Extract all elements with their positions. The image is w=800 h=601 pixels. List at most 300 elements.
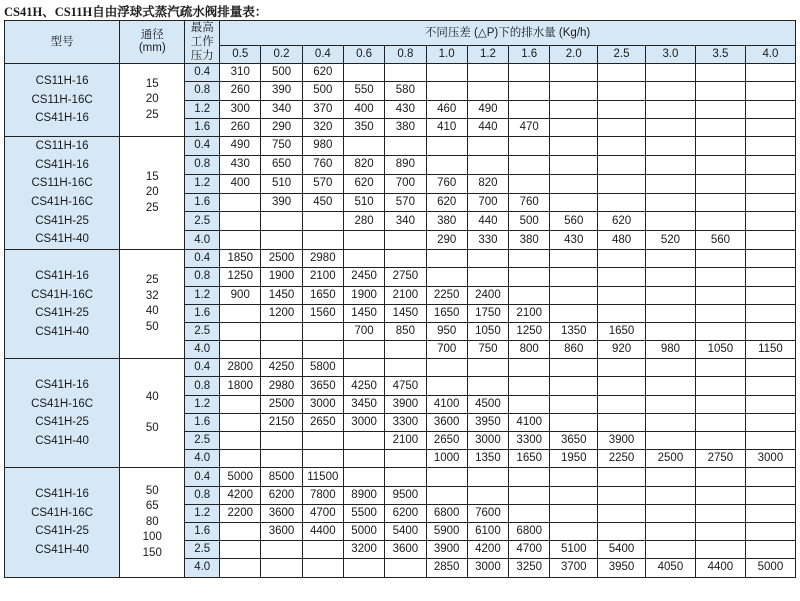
discharge-value [695,413,745,431]
model-name: CS41H-16C [31,288,94,301]
discharge-value [598,504,646,522]
table-row [5,468,796,486]
model-name: CS41H-16 [35,269,89,282]
model-cell [5,250,120,359]
discharge-value [343,468,384,486]
discharge-value: 6200 [261,486,302,504]
discharge-value: 510 [343,193,384,212]
discharge-value [509,82,550,100]
discharge-value [426,155,467,174]
discharge-value [550,304,598,322]
discharge-value: 5800 [302,359,343,377]
discharge-value [343,341,384,359]
bore-value: 50 [145,422,159,435]
diff-column-header: 3.0 [645,46,695,64]
discharge-value: 1800 [220,377,261,395]
discharge-value [343,136,384,155]
model-cell [5,136,120,249]
discharge-value [509,286,550,304]
bore-value: 25 [145,274,159,287]
pressure-cell: 2.5 [185,541,220,559]
discharge-value: 5000 [220,468,261,486]
pressure-cell: 1.6 [185,304,220,322]
model-name: CS11H-16C [31,177,93,190]
discharge-value [550,359,598,377]
discharge-value [426,268,467,286]
discharge-value [645,377,695,395]
discharge-value [302,432,343,450]
discharge-value: 620 [598,212,646,231]
discharge-value [695,212,745,231]
bore-value: 40 [145,305,159,318]
discharge-value: 700 [467,193,508,212]
model-name: CS41H-16 [35,488,89,501]
discharge-value [645,82,695,100]
pressure-cell: 2.5 [185,212,220,231]
discharge-value [220,541,261,559]
bore-value: 80 [145,515,159,528]
discharge-value: 320 [302,118,343,136]
discharge-value [695,486,745,504]
model-name: CS11H-16C [31,93,93,106]
discharge-value [343,231,384,250]
discharge-value: 1650 [509,450,550,468]
diff-column-header: 1.6 [509,46,550,64]
discharge-value [645,322,695,340]
discharge-value [509,377,550,395]
discharge-value [385,231,426,250]
model-name: CS41H-16 [35,112,89,125]
bore-value: 32 [145,289,159,302]
model-header: 型号 [5,21,120,64]
discharge-value: 760 [302,155,343,174]
discharge-value: 1050 [467,322,508,340]
discharge-value [598,174,646,193]
discharge-value: 570 [385,193,426,212]
discharge-value: 440 [467,212,508,231]
discharge-value [695,82,745,100]
discharge-value: 560 [695,231,745,250]
discharge-value [598,268,646,286]
pressure-cell: 0.8 [185,82,220,100]
discharge-value: 3600 [385,541,426,559]
discharge-value [302,450,343,468]
discharge-value [343,559,384,577]
bore-cell [120,250,185,359]
discharge-value [220,341,261,359]
discharge-value [220,432,261,450]
discharge-value [261,341,302,359]
discharge-value: 3950 [598,559,646,577]
diff-column-header: 2.0 [550,46,598,64]
discharge-value [550,395,598,413]
discharge-value [695,118,745,136]
discharge-value [509,64,550,82]
pressure-cell: 0.4 [185,250,220,268]
pressure-cell: 0.8 [185,155,220,174]
discharge-value [745,82,795,100]
discharge-value [550,504,598,522]
pressure-cell: 1.2 [185,395,220,413]
discharge-value [343,432,384,450]
discharge-value [695,136,745,155]
discharge-value: 500 [302,82,343,100]
discharge-value [550,268,598,286]
discharge-value: 1560 [302,304,343,322]
model-name: CS11H-16 [35,75,89,87]
discharge-value: 11500 [302,468,343,486]
discharge-value [509,250,550,268]
discharge-value [550,64,598,82]
discharge-value [695,268,745,286]
diff-column-header: 0.2 [261,46,302,64]
discharge-value: 2100 [302,268,343,286]
pressure-cell: 0.8 [185,377,220,395]
discharge-value [385,468,426,486]
discharge-value [261,231,302,250]
model-name: CS41H-16C [31,196,94,209]
discharge-value [509,468,550,486]
discharge-value: 380 [385,118,426,136]
discharge-value: 3900 [426,541,467,559]
diff-column-header: 2.5 [598,46,646,64]
pressure-diff-header: 不同压差 (△P)下的排水量 (Kg/h) [220,21,796,46]
pressure-cell: 4.0 [185,450,220,468]
discharge-value: 1450 [261,286,302,304]
discharge-value: 340 [385,212,426,231]
discharge-value: 2650 [302,413,343,431]
discharge-value: 1900 [261,268,302,286]
discharge-value [385,250,426,268]
discharge-value [302,559,343,577]
discharge-value [220,522,261,540]
discharge-value [509,136,550,155]
discharge-value [220,322,261,340]
discharge-value: 820 [343,155,384,174]
discharge-value [745,286,795,304]
discharge-value: 8500 [261,468,302,486]
discharge-value: 5400 [598,541,646,559]
discharge-value: 3000 [343,413,384,431]
discharge-value: 3950 [467,413,508,431]
discharge-value: 6100 [467,522,508,540]
bore-header-unit: (mm) [138,42,166,55]
discharge-value [426,359,467,377]
discharge-value [645,304,695,322]
discharge-value: 700 [426,341,467,359]
discharge-value [745,541,795,559]
discharge-value [550,82,598,100]
pressure-cell: 0.4 [185,136,220,155]
discharge-value [645,541,695,559]
discharge-value: 550 [343,82,384,100]
bore-header-line: 通径 [140,29,164,42]
discharge-value: 2500 [261,395,302,413]
pressure-cell: 1.2 [185,504,220,522]
discharge-value: 850 [385,322,426,340]
discharge-value: 310 [220,64,261,82]
discharge-value [550,250,598,268]
discharge-value [745,522,795,540]
discharge-value: 450 [302,193,343,212]
discharge-value [695,395,745,413]
diff-column-header: 3.5 [695,46,745,64]
discharge-value [467,155,508,174]
discharge-value [598,486,646,504]
discharge-value [302,212,343,231]
discharge-value: 2150 [261,413,302,431]
discharge-value [645,522,695,540]
discharge-value [302,231,343,250]
discharge-value [598,136,646,155]
bore-cell [120,64,185,137]
discharge-value: 820 [467,174,508,193]
discharge-value: 3700 [550,559,598,577]
bore-value: 15 [145,170,159,183]
discharge-value [598,193,646,212]
discharge-value [745,359,795,377]
discharge-value [598,395,646,413]
discharge-value [385,341,426,359]
discharge-value: 330 [467,231,508,250]
discharge-value: 390 [261,193,302,212]
discharge-value: 2750 [385,268,426,286]
pressure-cell: 4.0 [185,559,220,577]
discharge-value: 2250 [598,450,646,468]
discharge-value: 560 [550,212,598,231]
discharge-value [550,377,598,395]
discharge-value: 760 [426,174,467,193]
discharge-value [745,155,795,174]
discharge-value [645,504,695,522]
discharge-value [695,377,745,395]
discharge-value: 410 [426,118,467,136]
discharge-value: 1900 [343,286,384,304]
discharge-value [745,322,795,340]
discharge-value [509,359,550,377]
discharge-value: 1250 [509,322,550,340]
discharge-value: 4250 [261,359,302,377]
pressure-cell: 1.6 [185,118,220,136]
discharge-value: 2250 [426,286,467,304]
discharge-value: 480 [598,231,646,250]
discharge-value: 3650 [302,377,343,395]
discharge-value [745,231,795,250]
discharge-value: 290 [261,118,302,136]
bore-cell [120,468,185,577]
discharge-value [220,395,261,413]
discharge-value: 1000 [426,450,467,468]
discharge-value: 950 [426,322,467,340]
discharge-value [645,193,695,212]
discharge-value: 4200 [220,486,261,504]
discharge-value: 5500 [343,504,384,522]
discharge-value [550,468,598,486]
discharge-value [509,268,550,286]
discharge-value: 2500 [261,250,302,268]
model-name: CS41H-16 [35,378,89,391]
discharge-value [745,118,795,136]
discharge-value: 470 [509,118,550,136]
discharge-value: 4400 [695,559,745,577]
bore-value: 15 [145,77,159,90]
discharge-value: 4100 [426,395,467,413]
discharge-value [220,413,261,431]
discharge-value: 4100 [509,413,550,431]
discharge-value: 2980 [261,377,302,395]
discharge-value [261,212,302,231]
pressure-cell: 1.2 [185,174,220,193]
discharge-value: 290 [426,231,467,250]
discharge-value: 800 [509,341,550,359]
bore-value: 100 [142,531,162,544]
discharge-value: 1650 [426,304,467,322]
discharge-value: 860 [550,341,598,359]
discharge-value [745,193,795,212]
discharge-value: 3000 [467,559,508,577]
model-name: CS41H-25 [35,416,89,429]
model-name: CS41H-40 [35,544,89,557]
discharge-value: 1450 [385,304,426,322]
discharge-value [343,359,384,377]
discharge-value [745,174,795,193]
discharge-value [426,377,467,395]
table-row [5,64,796,82]
discharge-value [550,118,598,136]
pressure-cell: 1.6 [185,413,220,431]
discharge-value [598,304,646,322]
discharge-value: 1750 [467,304,508,322]
discharge-value: 760 [509,193,550,212]
discharge-value: 4250 [343,377,384,395]
discharge-value: 510 [261,174,302,193]
discharge-value: 4200 [467,541,508,559]
discharge-value [695,359,745,377]
discharge-value: 520 [645,231,695,250]
discharge-value [645,64,695,82]
discharge-value: 3000 [467,432,508,450]
discharge-value [343,250,384,268]
discharge-value: 3650 [550,432,598,450]
discharge-value [220,212,261,231]
discharge-value: 7800 [302,486,343,504]
discharge-value [695,155,745,174]
discharge-value: 3300 [509,432,550,450]
pressure-header-line: 压力 [190,50,214,63]
discharge-value: 4400 [302,522,343,540]
diff-column-header: 0.6 [343,46,384,64]
discharge-value [695,250,745,268]
discharge-value: 2100 [385,432,426,450]
discharge-value [695,174,745,193]
discharge-value: 3000 [302,395,343,413]
bore-value: 25 [145,201,159,214]
discharge-value: 4500 [467,395,508,413]
discharge-value: 3250 [509,559,550,577]
pressure-cell: 0.4 [185,359,220,377]
discharge-value [550,193,598,212]
discharge-value [261,541,302,559]
table-row [5,136,796,155]
discharge-value: 1050 [695,341,745,359]
discharge-value: 750 [467,341,508,359]
discharge-value [645,486,695,504]
discharge-value [695,64,745,82]
discharge-value [220,559,261,577]
discharge-value: 1250 [220,268,261,286]
discharge-value: 1450 [343,304,384,322]
discharge-value [645,413,695,431]
bore-value [120,406,184,422]
pressure-cell: 0.8 [185,268,220,286]
discharge-value [598,100,646,118]
discharge-value [220,231,261,250]
diff-column-header: 0.4 [302,46,343,64]
discharge-value [598,413,646,431]
discharge-value [426,136,467,155]
model-cell [5,468,120,577]
discharge-value: 650 [261,155,302,174]
discharge-value [695,322,745,340]
discharge-value [745,64,795,82]
discharge-value [509,174,550,193]
discharge-value [645,468,695,486]
bore-cell [120,136,185,249]
discharge-value [695,522,745,540]
discharge-value: 900 [220,286,261,304]
bore-value: 65 [145,500,159,513]
discharge-value [467,359,508,377]
discharge-value [645,155,695,174]
discharge-value [385,450,426,468]
discharge-value: 380 [509,231,550,250]
discharge-value: 400 [220,174,261,193]
discharge-value [220,304,261,322]
discharge-value: 280 [343,212,384,231]
discharge-value [467,468,508,486]
discharge-value [645,395,695,413]
discharge-value [550,155,598,174]
discharge-value [550,286,598,304]
discharge-value: 2200 [220,504,261,522]
discharge-value: 750 [261,136,302,155]
discharge-value [385,559,426,577]
diff-column-header: 1.2 [467,46,508,64]
discharge-value [745,377,795,395]
discharge-value [745,212,795,231]
pressure-header [185,21,220,64]
discharge-value [550,522,598,540]
discharge-value [645,286,695,304]
discharge-value [745,136,795,155]
discharge-value [695,100,745,118]
discharge-value [220,193,261,212]
discharge-value [695,286,745,304]
discharge-value [695,504,745,522]
discharge-value [261,432,302,450]
model-name: CS41H-25 [35,307,89,320]
discharge-value [695,541,745,559]
discharge-value: 4700 [302,504,343,522]
model-cell [5,359,120,468]
discharge-value: 9500 [385,486,426,504]
discharge-value: 4050 [645,559,695,577]
discharge-value [509,155,550,174]
model-name: CS41H-16C [31,397,94,410]
discharge-value: 920 [598,341,646,359]
discharge-value: 580 [385,82,426,100]
discharge-value: 260 [220,82,261,100]
